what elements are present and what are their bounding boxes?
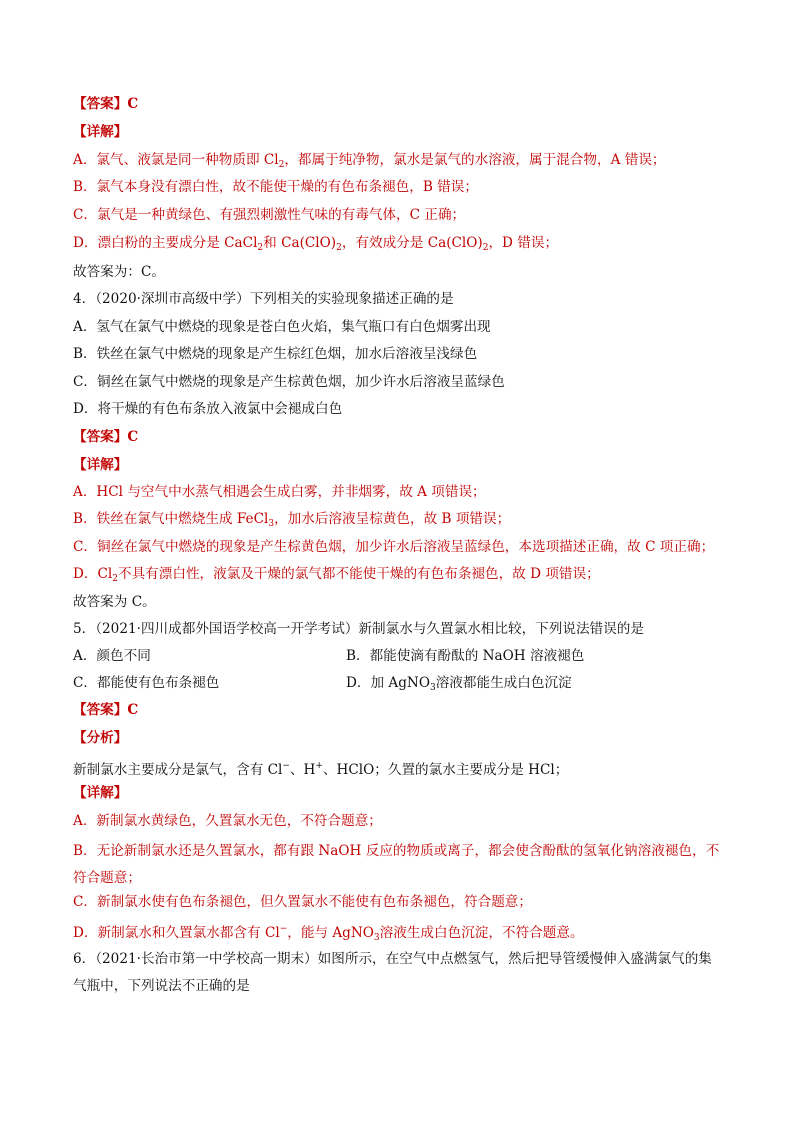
- q5-answer: 【答案】C: [73, 702, 139, 718]
- q3-conclusion: 故答案为：C。: [73, 264, 165, 280]
- q5-analysis-label: 【分析】: [73, 730, 128, 746]
- q3-detail-d: D．漂白粉的主要成分是 CaCl$_2$和 $Ca(ClO)_2$，有效成分是 $Ca(ClO)_2$，D 错误；: [73, 235, 559, 253]
- q4-detail-c: C．铜丝在氯气中燃烧的现象是产生棕黄色烟，加少许水后溶液呈蓝绿色，本选项描述正确，故 C 项正确；: [73, 539, 715, 555]
- q4-stem: 4．（2020·深圳市高级中学）下列相关的实验现象描述正确的是: [73, 291, 454, 307]
- q3-detail-c: C．氯气是一种黄绿色、有强烈刺激性气味的有毒气体，C 正确；: [73, 207, 466, 223]
- q4-detail-d: D．$Cl_2$不具有漂白性，液氯及干燥的氯气都不能使干燥的有色布条褪色，故 D 项错误；: [73, 566, 600, 584]
- q4-detail-b: B．铁丝在氯气中燃烧生成 FeCl$_3$，加水后溶液呈棕黄色，故 B 项错误；: [73, 511, 511, 529]
- q4-conclusion: 故答案为 C。: [73, 594, 156, 610]
- q3-detail-a: A．氯气、液氯是同一种物质即 $Cl_2$，都属于纯净物，氯水是氯气的水溶液，属于混合物，A 错误；: [73, 152, 666, 170]
- q5-stem: 5．（2021·四川成都外国语学校高一开学考试）新制氯水与久置氯水相比较，下列说法错误的是: [73, 621, 644, 637]
- q5-option-c: C．都能使有色布条褪色: [73, 675, 220, 691]
- q3-answer: 【答案】C: [73, 96, 139, 112]
- q4-option-c: C．铜丝在氯气中燃烧的现象是产生棕黄色烟，加少许水后溶液呈蓝绿色: [73, 374, 505, 390]
- q4-option-d: D．将干燥的有色布条放入液氯中会褪成白色: [73, 401, 343, 417]
- q5-detail-c: C．新制氯水使有色布条褪色，但久置氯水不能使有色布条褪色，符合题意；: [73, 894, 532, 910]
- q4-detail-a: A．HCl 与空气中水蒸气相遇会生成白雾，并非烟雾，故 A 项错误；: [73, 484, 486, 500]
- q5-option-b: B．都能使滴有酚酞的 NaOH 溶液褪色: [346, 648, 585, 664]
- q4-option-b: B．铁丝在氯气中燃烧的现象是产生棕红色烟，加水后溶液呈浅绿色: [73, 346, 478, 362]
- q4-option-a: A．氢气在氯气中燃烧的现象是苍白色火焰，集气瓶口有白色烟雾出现: [73, 319, 491, 335]
- q3-detail-b: B．氯气本身没有漂白性，故不能使干燥的有色布条褪色，B 错误；: [73, 179, 478, 195]
- q5-analysis-text: 新制氯水主要成分是氯气，含有 Cl−、H+、HClO；久置的氯水主要成分是 HCl；: [73, 761, 569, 778]
- q5-detail-a: A．新制氯水黄绿色，久置氯水无色，不符合题意；: [73, 813, 382, 829]
- q6-stem: 6．（2021·长治市第一中学校高一期末）如图所示，在空气中点燃氢气，然后把导管缓慢伸入盛满氯气的集气瓶中，下列说法不正确的是: [73, 951, 712, 994]
- q4-answer: 【答案】C: [73, 429, 139, 445]
- q3-detail-label: 【详解】: [73, 124, 128, 140]
- q5-option-a: A．颜色不同: [73, 648, 151, 664]
- q4-detail-label: 【详解】: [73, 457, 128, 473]
- q5-detail-d: D．新制氯水和久置氯水都含有 Cl−，能与 AgNO$_3$溶液生成白色沉淀，不符合题意。: [73, 924, 584, 943]
- q5-detail-label: 【详解】: [73, 785, 128, 801]
- q5-detail-b: B．无论新制氯水还是久置氯水，都有跟 NaOH 反应的物质或离子，都会使含酚酞的氢氧化钠溶液褪色，不符合题意；: [73, 843, 720, 886]
- q5-option-d: D．加 AgNO$_3$溶液都能生成白色沉淀: [346, 675, 572, 693]
